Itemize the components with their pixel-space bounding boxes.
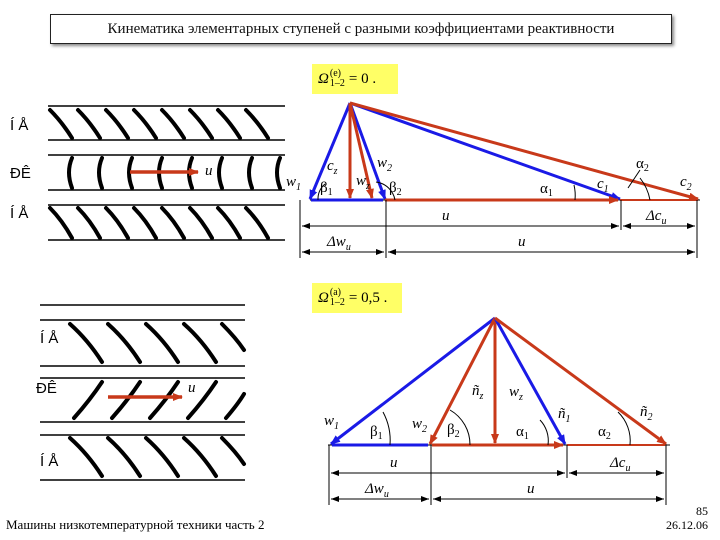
svg-text:α1: $\alpha_1$: [540, 181, 553, 199]
formula-sub: 1–2: [329, 78, 345, 89]
beta2-label: β: [447, 422, 455, 438]
c2-vector: [350, 103, 698, 199]
svg-text:Δcu: $\Delta c_u$: [646, 208, 667, 227]
u-bottom-label: u: [527, 481, 535, 497]
dwu-label: Δw: [327, 234, 346, 250]
velocity-triangle-1: [286, 103, 700, 258]
dcu-label: Δc: [610, 455, 626, 471]
u-label: u: [442, 208, 450, 224]
footer-course-title: Машины низкотемпературной техники часть 2: [6, 517, 265, 532]
w1-label: w: [286, 174, 297, 190]
velocity-triangle-2: [324, 318, 670, 505]
svg-text:w1: $w_1$: [286, 174, 302, 193]
svg-text:β1: $\beta_1$: [370, 424, 383, 442]
cascade-label-rotor: ÐÊ: [36, 380, 57, 397]
svg-text:c1: $c_1$: [597, 176, 609, 195]
c2-label: ñ: [640, 404, 648, 420]
svg-text:Δwu: $\Delta w_u$: [365, 481, 389, 500]
wz-label: w: [509, 384, 520, 400]
svg-text:ñ1: $ñ_1$: [558, 406, 571, 425]
cascade-label-nozzle: Í Å: [10, 205, 29, 222]
svg-text:Δwu: $\Delta w_u$: [327, 234, 351, 253]
cz-label: ñ: [472, 383, 480, 399]
alpha1-label: α: [540, 181, 548, 197]
svg-text:α1: $\alpha_1$: [516, 424, 529, 442]
formula-sub: 1–2: [329, 297, 345, 308]
beta1-label: β: [370, 424, 378, 440]
svg-text:α2: $\alpha_2$: [636, 156, 649, 174]
formula-rest: = 0,5 .: [348, 289, 388, 306]
wz-label: w: [356, 173, 367, 189]
alpha2-label: α: [636, 156, 644, 172]
svg-text:β1: $\beta_1$: [320, 180, 333, 198]
svg-text:cz: $c_z$: [327, 158, 338, 177]
u-bottom-label: u: [518, 234, 526, 250]
formula-sup: (e): [329, 68, 341, 79]
alpha2-arc: [640, 178, 650, 200]
svg-text:α2: $\alpha_2$: [598, 424, 611, 442]
cascade-label-nozzle: Í Å: [40, 453, 59, 470]
cascade-label-rotor: ÐÊ: [10, 165, 31, 182]
c2-label: c: [680, 174, 687, 190]
dcu-label: Δc: [646, 208, 662, 224]
dwu-label: Δw: [365, 481, 384, 497]
svg-text:wz: $w_z$: [509, 384, 523, 403]
u-label: u: [390, 455, 398, 471]
svg-text:ñz: $ñ_z$: [472, 383, 484, 402]
cz-label: c: [327, 158, 334, 174]
svg-text:wz: $w_z$: [356, 173, 370, 192]
beta2-label: β: [389, 180, 397, 196]
cascade-label-nozzle: Í Å: [10, 117, 29, 134]
footer-page-info: [666, 504, 708, 532]
w2-vector: [430, 318, 495, 444]
slide-date: 26.12.06: [666, 518, 708, 532]
svg-text:β2: $\beta_2$: [447, 422, 460, 440]
alpha2-label: α: [598, 424, 606, 440]
alpha1-arc: [574, 185, 575, 200]
bottom-blade-cascade: [40, 305, 245, 480]
page-number: 85: [696, 504, 708, 518]
alpha1-label: α: [516, 424, 524, 440]
u-label: u: [188, 380, 196, 396]
w1-vector: [310, 103, 350, 199]
svg-text:Δcu: $\Delta c_u$: [610, 455, 631, 474]
u-label: u: [205, 163, 213, 179]
omega-symbol: Ω: [318, 289, 329, 306]
c1-label: c: [597, 176, 604, 192]
formula-sup: (a): [329, 287, 341, 298]
beta1-label: β: [320, 180, 328, 196]
omega-symbol: Ω: [318, 70, 329, 87]
svg-text:β2: $\beta_2$: [389, 180, 402, 198]
w2-label: w: [412, 416, 423, 432]
beta1-arc: [383, 412, 390, 445]
w1-label: w: [324, 413, 335, 429]
c1-vector: [495, 318, 565, 444]
svg-text:c2: $c_2$: [680, 174, 692, 193]
svg-text:w1: $w_1$: [324, 413, 340, 432]
alpha1-arc: [540, 420, 548, 445]
w2-label: w: [377, 155, 388, 171]
slide-title: Кинематика элементарных ступеней с разными коэффициентами реактивности: [50, 14, 672, 44]
svg-text:w2: $w_2$: [412, 416, 428, 435]
svg-text:ñ2: $ñ_2$: [640, 404, 653, 423]
svg-text:w2: $w_2$: [377, 155, 393, 174]
cascade-label-nozzle: Í Å: [40, 330, 59, 347]
c1-label: ñ: [558, 406, 566, 422]
formula-rest: = 0 .: [348, 70, 377, 87]
